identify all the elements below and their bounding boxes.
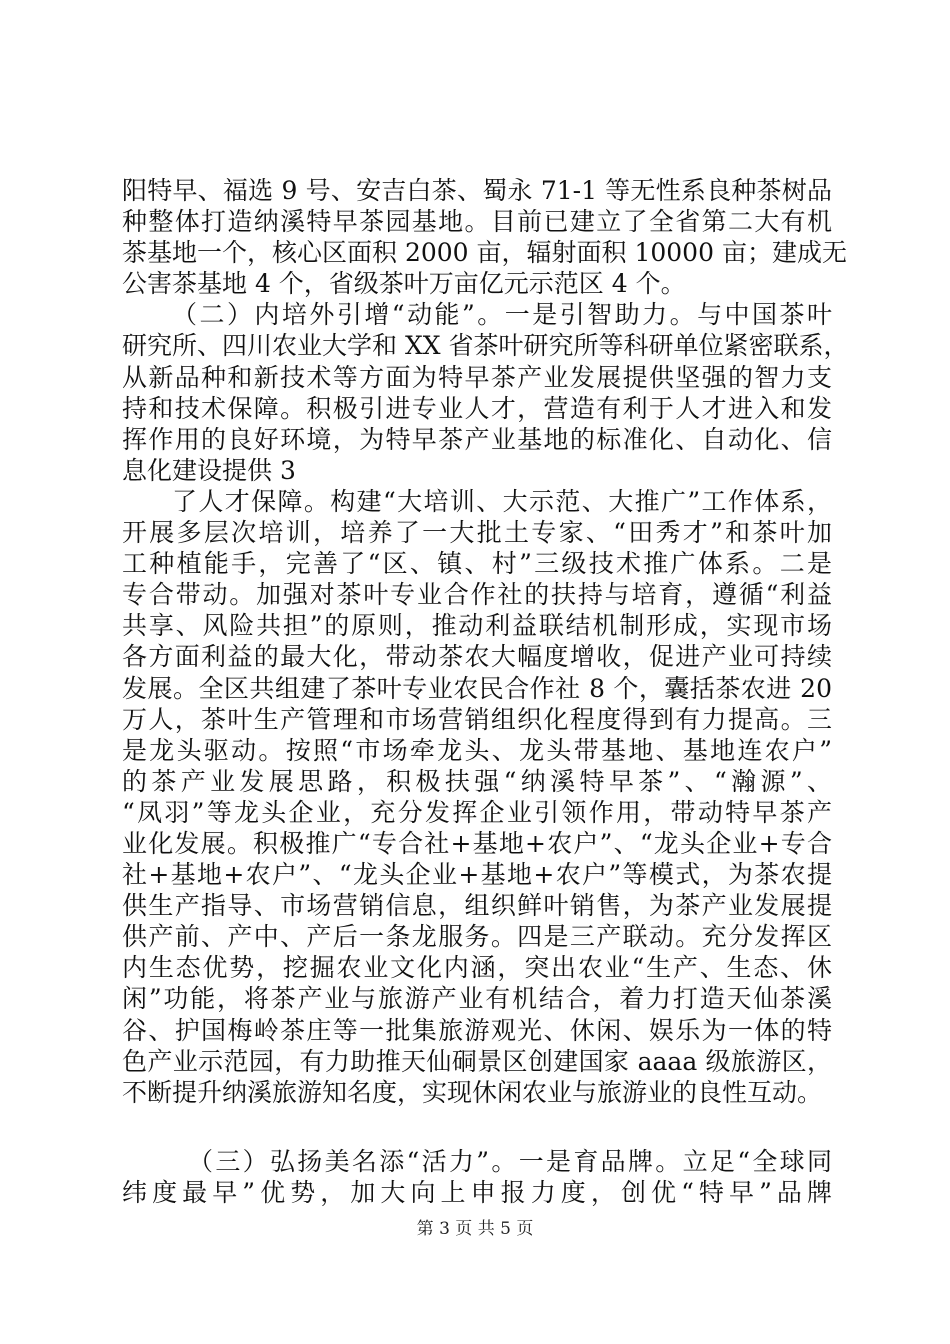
- page-number-footer: 第 3 页 共 5 页: [416, 1219, 534, 1239]
- text-line: 业化发展。积极推广“专合社+基地+农户”、“龙头企业+专合: [122, 828, 832, 858]
- text-line: 种整体打造纳溪特早茶园基地。目前已建立了全省第二大有机: [122, 207, 832, 237]
- text-line: 茶基地一个，核心区面积 2000 亩，辐射面积 10000 亩；建成无: [122, 238, 847, 268]
- text-line: 的茶产业发展思路，积极扶强“纳溪特早茶”、“瀚源”、: [122, 766, 833, 796]
- paragraph-gap: [122, 1108, 832, 1146]
- text-line: 工种植能手，完善了“区、镇、村”三级技术推广体系。二是: [122, 549, 832, 579]
- text-line: 闲”功能，将茶产业与旅游产业有机结合，着力打造天仙茶溪: [122, 984, 832, 1014]
- text-line: 开展多层次培训，培养了一大批土专家、“田秀才”和茶叶加: [122, 518, 832, 548]
- text-line: 供产前、产中、产后一条龙服务。四是三产联动。充分发挥区: [122, 922, 832, 952]
- text-line: 了人才保障。构建“大培训、大示范、大推广”工作体系，: [172, 486, 832, 516]
- text-line: 从新品种和新技术等方面为特早茶产业发展提供坚强的智力支: [122, 362, 832, 392]
- text-line: 不断提升纳溪旅游知名度，实现休闲农业与旅游业的良性互动。: [122, 1077, 823, 1107]
- text-line: 发展。全区共组建了茶叶专业农民合作社 8 个，囊括茶农进 20: [122, 673, 832, 703]
- text-line: 谷、护国梅岭茶庄等一批集旅游观光、休闲、娱乐为一体的特: [122, 1015, 832, 1045]
- document-body: [122, 175, 849, 1208]
- text-line: 万人，茶叶生产管理和市场营销组织化程度得到有力提高。三: [122, 704, 832, 734]
- text-line: “凤羽”等龙头企业，充分发挥企业引领作用，带动特早茶产: [122, 797, 832, 827]
- text-line: 纬度最早”优势，加大向上申报力度，创优“特早”品牌: [122, 1177, 832, 1207]
- text-line: 共享、风险共担”的原则，推动利益联结机制形成，实现市场: [122, 611, 832, 641]
- section-heading-line: （二）内培外引增“动能”。一是引智助力。与中国茶叶: [172, 300, 832, 330]
- text-line: 息化建设提供 3: [122, 455, 296, 485]
- text-line: 是龙头驱动。按照“市场牵龙头、龙头带基地、基地连农户”: [122, 735, 832, 765]
- text-line: 色产业示范园，有力助推天仙硐景区创建国家 aaaa 级旅游区，: [122, 1046, 832, 1076]
- text-line: 公害茶基地 4 个，省级茶叶万亩亿元示范区 4 个。: [122, 269, 686, 299]
- text-line: 专合带动。加强对茶叶专业合作社的扶持与培育，遵循“利益: [122, 580, 832, 610]
- text-line: 内生态优势，挖掘农业文化内涵，突出农业“生产、生态、休: [122, 953, 832, 983]
- text-line: 供生产指导、市场营销信息，组织鲜叶销售，为茶产业发展提: [122, 891, 832, 921]
- text-line: 阳特早、福选 9 号、安吉白茶、蜀永 71-1 等无性系良种茶树品: [122, 176, 832, 205]
- text-line: 各方面利益的最大化，带动茶农大幅度增收，促进产业可持续: [122, 642, 832, 672]
- text-line: 持和技术保障。积极引进专业人才，营造有利于人才进入和发: [122, 393, 832, 423]
- text-line: 社+基地+农户”、“龙头企业+基地+农户”等模式，为茶农提: [122, 860, 832, 890]
- text-line: 挥作用的良好环境，为特早茶产业基地的标准化、自动化、信: [122, 424, 832, 454]
- section-heading-line: （三）弘扬美名添“活力”。一是育品牌。立足“全球同: [188, 1146, 832, 1176]
- text-line: 研究所、四川农业大学和 XX 省茶叶研究所等科研单位紧密联系，: [122, 331, 849, 361]
